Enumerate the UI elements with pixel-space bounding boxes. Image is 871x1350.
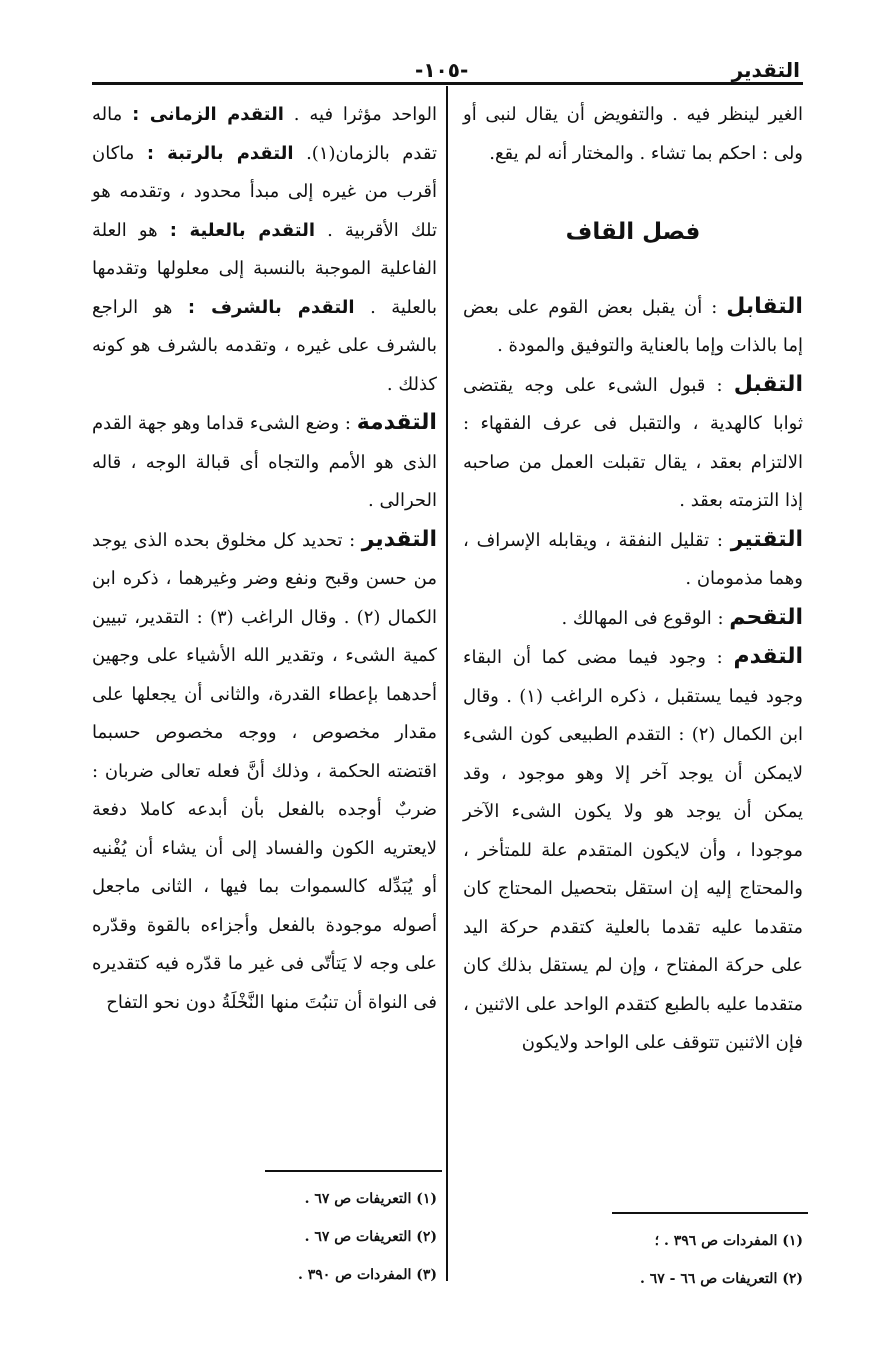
left-column — [92, 96, 437, 1022]
text-run: ماكان أقرب من غيره إلى مبدأ محدود ، وتقدمه هو تلك الأقربية . — [92, 142, 437, 241]
entry-text: : تحديد كل مخلوق بحده الذى يوجد من حسن وقبح ونفع وضر وغيرهما ، ذكره ابن الكمال (٢) . وقال الراغب (٣) : التقدير، تبيين كمية الشىء ، وتقدير الله الأشياء على وجهين أحدهما بإعطاء القدرة، والثانى أن يجعلها على مقدار مخصوص ، ووجه مخصوص حسبما اقتضته الحكمة ، وذلك أنَّ فعله تعالى ضربان : ضربٌ أوجده بالفعل بأن أبدعه كاملا دفعة لايعتريه الكون والفساد إلى أن يشاء أن يُفْنيه أو يُبَدِّله كالسموات بما فيها ، الثانى ماجعل أصوله موجودة بالفعل وأجزاءه بالقوة وقدّره على وجه لا يَتأتّى فى غير ما قدّره فيه كتقديره فى النواة أن تنبُتَ منها النَّخْلَةُ دون نحو التفاح — [92, 529, 437, 1013]
entry-term: التقحم — [729, 604, 803, 630]
footnote: (٢) التعريفات ص ٦٦ - ٦٧ . — [639, 1271, 803, 1287]
subterm: التقدم الزمانى : — [132, 104, 284, 125]
footnote: (١) المفردات ص ٣٩٦ . ؛ — [654, 1233, 803, 1249]
chapter-title: فصل القاف — [565, 219, 701, 245]
running-headword: التقدير — [731, 58, 800, 82]
entry-text: : وضع الشىء قداما وهو جهة القدم الذى هو الأمم والتجاه أى قبالة الوجه ، قاله الحرالى . — [92, 413, 437, 511]
entry-taqdima — [92, 404, 437, 521]
entry-term: التقدير — [361, 526, 437, 552]
text-run: الواحد مؤثرا فيه . — [293, 104, 437, 125]
continuation-paragraph — [92, 96, 437, 404]
entry-term: التقبل — [733, 371, 803, 397]
header-rule — [92, 82, 803, 85]
entry-text: : الوقوع فى المهالك . — [561, 607, 724, 629]
subterm: التقدم بالشرف : — [187, 296, 355, 318]
footnote-rule-right — [612, 1212, 808, 1214]
footnote: (٢) التعريفات ص ٦٧ . — [304, 1229, 437, 1245]
entry-taqaddum — [463, 638, 803, 1063]
page-number: -١٠٥- — [415, 58, 469, 82]
entry-taqahhum — [463, 599, 803, 639]
column-divider — [446, 86, 448, 1281]
entry-text: : أن يقبل بعض القوم على بعض إما بالذات وإما بالعناية والتوفيق والمودة . — [463, 296, 803, 356]
entry-term: التقتير — [730, 526, 803, 552]
footnotes-right — [463, 1222, 803, 1298]
footnote: (١) التعريفات ص ٦٧ . — [304, 1191, 437, 1207]
text-run: هو الراجع بالشرف على غيره ، وتقدمه بالشرف هو كونه كذلك . — [92, 296, 437, 395]
entry-taqabbul — [463, 366, 803, 521]
entry-text: : تقليل النفقة ، ويقابله الإسراف ، وهما مذمومان . — [463, 529, 803, 589]
entry-taqtir — [463, 521, 803, 599]
text-run: هو العلة الفاعلية الموجبة بالنسبة إلى معلولها وتقدمها بالعلية . — [92, 219, 437, 318]
footnote: (٣) المفردات ص ٣٩٠ . — [298, 1267, 437, 1283]
entry-text: : وجود فيما مضى كما أن البقاء وجود فيما يستقبل ، ذكره الراغب (١) . وقال ابن الكمال (٢) : التقدم الطبيعى كون الشىء لايمكن أن يوجد آخر إلا وهو موجود ، وقد يمكن أن يوجد هو ولا يكون الشىء الآخر موجودا ، وأن لايكون المتقدم علة للمتأخر ، والمحتاج إليه إن استقل بتحصيل المحتاج كان متقدما عليه تقدما بالعلية كتقدم حركة اليد على حركة المفتاح ، وإن لم يستقل بذلك كان متقدما عليه بالطبع كتقدم الواحد على الاثنين ، فإن الاثنين تتوقف على الواحد ولايكون — [463, 647, 804, 1053]
text-run: ماله تقدم بالزمان(١). — [92, 104, 437, 164]
entry-term: التقدم — [733, 644, 803, 669]
footnotes-left — [92, 1180, 437, 1294]
footnote-rule-left — [265, 1170, 442, 1172]
entry-text: : قبول الشىء على وجه يقتضى ثوابا كالهدية ، والتقبل فى عرف الفقهاء : الالتزام بعقد ، يقال تقبلت العمل من صاحبه إذا التزمته بعقد . — [463, 374, 803, 511]
subterm: التقدم بالعلية : — [169, 219, 316, 241]
entry-taqabul — [463, 288, 803, 366]
subterm: التقدم بالرتبة : — [146, 142, 294, 164]
entry-taqdir — [92, 521, 437, 1023]
intro-paragraph: الغير لينظر فيه . والتفويض أن يقال لنبى أو ولى : احكم بما تشاء . والمختار أنه لم يقع. — [463, 104, 803, 164]
entry-term: التقدمة — [356, 410, 437, 435]
right-column — [463, 96, 803, 1063]
entry-term: التقابل — [726, 293, 803, 319]
